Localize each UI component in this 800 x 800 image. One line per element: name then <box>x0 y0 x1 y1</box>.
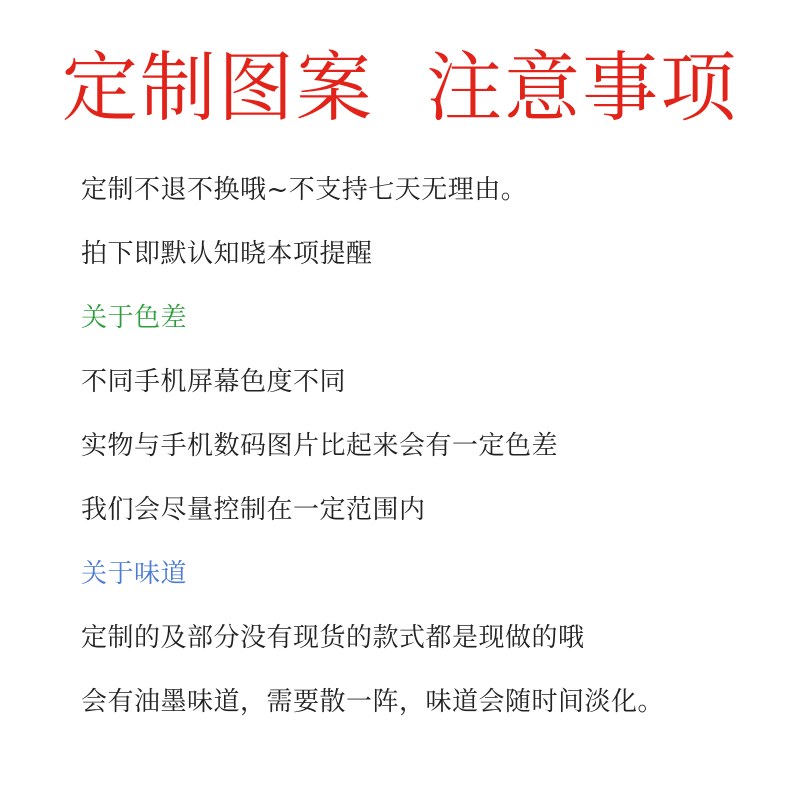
notice-line-acknowledge: 拍下即默认知晓本项提醒 <box>81 239 373 269</box>
section-heading-smell: 关于味道 <box>81 559 188 589</box>
color-line-screen: 不同手机屏幕色度不同 <box>81 367 347 397</box>
section-heading-color-difference: 关于色差 <box>81 303 188 333</box>
color-line-control: 我们会尽量控制在一定范围内 <box>81 495 426 525</box>
page-title: 定制图案 注意事项 <box>61 43 739 132</box>
smell-line-ink: 会有油墨味道，需要散一阵，味道会随时间淡化。 <box>81 687 665 717</box>
notice-line-no-return: 定制不退不换哦~不支持七天无理由。 <box>81 175 528 205</box>
smell-line-made-to-order: 定制的及部分没有现货的款式都是现做的哦 <box>81 623 585 653</box>
color-line-difference: 实物与手机数码图片比起来会有一定色差 <box>81 431 559 461</box>
